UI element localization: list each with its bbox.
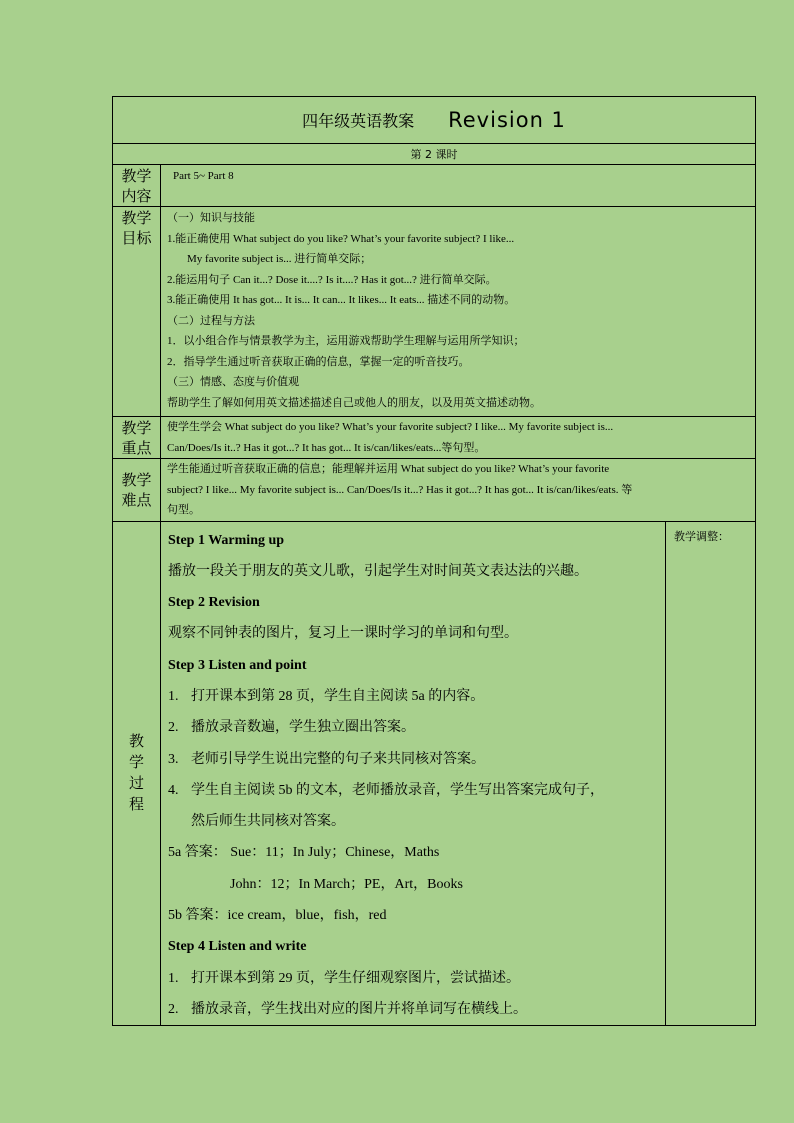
numbered-item-continuation: 然后师生共同核对答案。 (191, 814, 345, 830)
difficulties-label: 教学 难点 (113, 459, 161, 522)
goal-line: 帮助学生了解如何用英文描述描述自己或他人的朋友，以及用英文描述动物。 (167, 396, 541, 409)
goal-line: 1.能正确使用 What subject do you like? What’s your favorite subject? I like... (167, 232, 515, 245)
teaching-adjustment-label: 教学调整： (674, 529, 729, 543)
numbered-item: 4. 学生自主阅读 5b 的文本，老师播放录音，学生写出答案完成句子， (168, 782, 604, 798)
step-heading: Step 2 Revision (168, 595, 260, 611)
difficulty-line: subject? I like... My favorite subject is... Can/Does/Is it...? Has it got...? It has got... It is/can/likes/eats. 等 (167, 483, 633, 496)
goal-line: 3.能正确使用 It has got... It is... It can... It likes... It eats... 描述不同的动物。 (167, 294, 516, 306)
key-points-label: 教学 重点 (113, 417, 161, 459)
key-point-line: 使学生学会 What subject do you like? What’s your favorite subject? I like... My favorite subject is... (167, 421, 614, 433)
teaching-adjustment (666, 521, 756, 1026)
answer-line: John：12；In March；PE，Art，Books (230, 876, 463, 892)
title-chinese: 四年级英语教案 (302, 111, 415, 131)
difficulties-text (161, 459, 756, 522)
title-row (113, 97, 756, 144)
numbered-item: 2. 播放录音，学生找出对应的图片并将单词写在横线上。 (168, 1001, 527, 1017)
title-english: Revision 1 (448, 108, 566, 132)
lesson-plan-table (112, 96, 756, 1026)
step-heading: Step 1 Warming up (168, 532, 285, 548)
goal-line: （二）过程与方法 (167, 314, 255, 327)
content-text: Part 5~ Part 8 (161, 165, 756, 207)
key-points-text (161, 417, 756, 459)
step-text: 观察不同钟表的图片，复习上一课时学习的单词和句型。 (168, 626, 518, 642)
numbered-item: 1. 打开课本到第 28 页，学生自主阅读 5a 的内容。 (168, 688, 485, 704)
answer-line: 5b 答案：ice cream，blue，fish，red (168, 908, 387, 924)
numbered-item: 2. 播放录音数遍，学生独立圈出答案。 (168, 720, 415, 736)
goal-line: 2．指导学生通过听音获取正确的信息，掌握一定的听音技巧。 (167, 355, 470, 368)
goal-line: （三）情感、态度与价值观 (167, 376, 299, 388)
goals-label: 教学 目标 (113, 207, 161, 417)
step-text: 播放一段关于朋友的英文儿歌，引起学生对时间英文表达法的兴趣。 (168, 563, 588, 579)
difficulty-line: 学生能通过听音获取正确的信息；能理解并运用 What subject do you like? What’s your favorite (167, 463, 610, 475)
numbered-item: 1. 打开课本到第 29 页，学生仔细观察图片，尝试描述。 (168, 970, 520, 986)
goal-line: 1．以小组合作与情景教学为主，运用游戏帮助学生理解与运用所学知识； (167, 335, 525, 347)
difficulty-line: 句型。 (167, 504, 200, 516)
step-heading: Step 3 Listen and point (168, 657, 307, 673)
numbered-item: 3. 老师引导学生说出完整的句子来共同核对答案。 (168, 751, 485, 767)
process-steps (161, 521, 666, 1026)
answer-line: 5a 答案： Sue：11；In July；Chinese，Maths (168, 845, 440, 861)
goal-line: 2.能运用句子 Can it...? Dose it....? Is it....? Has it got...? 进行简单交际。 (167, 273, 497, 286)
goals-text (161, 207, 756, 417)
step-heading: Step 4 Listen and write (168, 939, 307, 955)
process-label: 教 学 过 程 (113, 521, 161, 1026)
content-label: 教学 内容 (113, 165, 161, 207)
goal-line: My favorite subject is... 进行简单交际； (187, 253, 372, 265)
lesson-number: 第 2 课时 (113, 144, 756, 165)
key-point-line: Can/Does/Is it..? Has it got...? It has got... It is/can/likes/eats...等句型。 (167, 441, 486, 454)
goal-line: （一）知识与技能 (167, 212, 255, 224)
